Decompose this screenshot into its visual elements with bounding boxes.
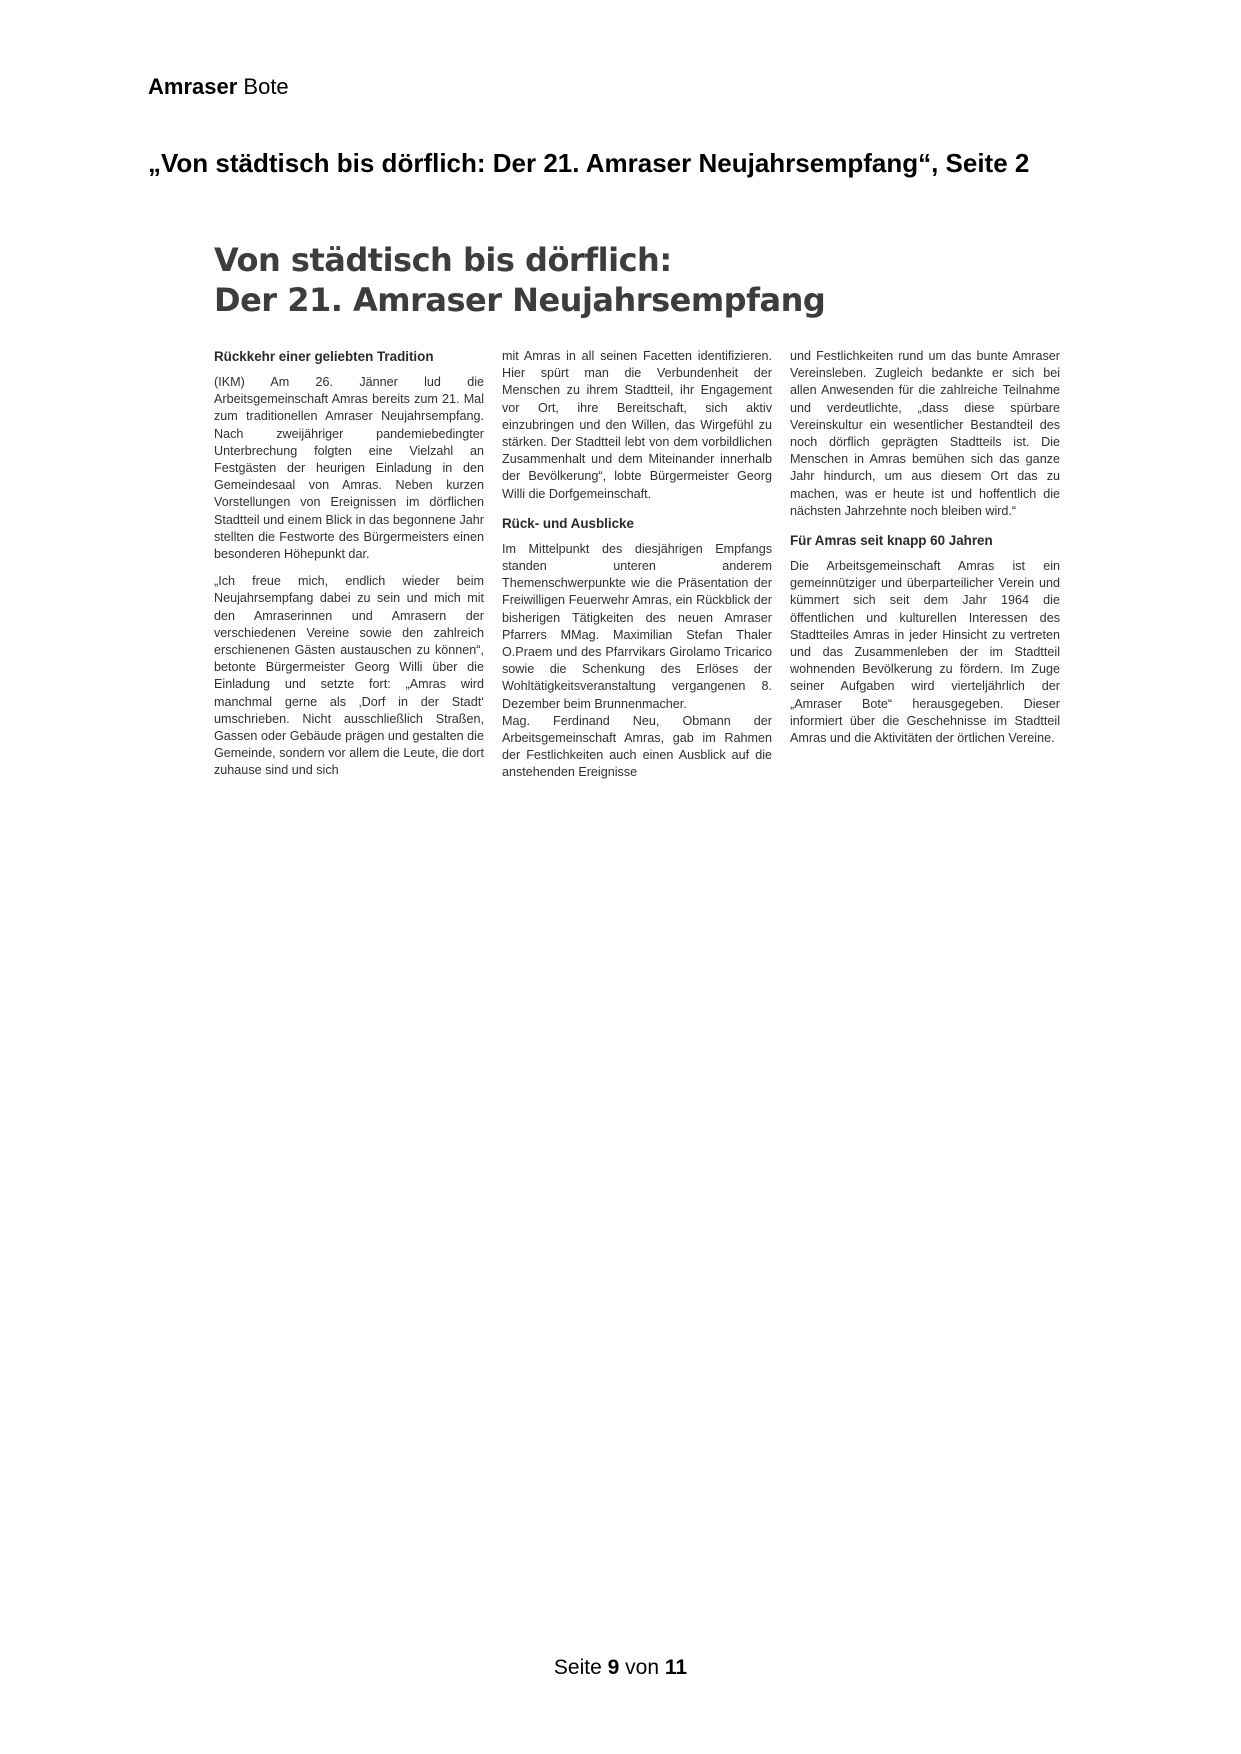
column-2-heading: Rück- und Ausblicke [502,515,634,531]
clipping-column-3 [790,348,1060,792]
clipping-headline-line1: Von städtisch bis dörflich: [214,241,672,279]
column-1-paragraph-1: (IKM) Am 26. Jänner lud die Arbeitsgemeinschaft Amras bereits zum 21. Mal zum traditionellen Amraser Neujahrsempfang. Nach zweijähriger pandemiebedingter Unterbrechung folgten eine Vielzahl an Festgästen der heurigen Einladung in den Gemeindesaal von Amras. Neben kurzen Vorstellungen von Ereignissen im dörflichen Stadtteil und einem Blick in das begonnene Jahr stellten die Festworte des Bürgermeisters einen besonderen Höhepunkt dar. [214,375,484,562]
page-number-middle: von [625,1656,660,1679]
clipping-columns [214,348,1060,792]
publication-name [148,74,289,100]
page-number [0,1656,1241,1680]
clipping-column-2 [502,348,772,792]
clipping-column-1 [214,348,484,792]
column-2-paragraph-3: Mag. Ferdinand Neu, Obmann der Arbeitsgemeinschaft Amras, gab im Rahmen der Festlichkeiten auch einen Ausblick auf die anstehenden Ereignisse [502,713,772,780]
column-1-paragraph-2: „Ich freue mich, endlich wieder beim Neujahrsempfang dabei zu sein und mich mit den Amraserinnen und Amrasern der verschiedenen Vereine sowie den zahlreich erschienenen Gästen austauschen zu können“, betonte Bürgermeister Georg Willi über die Einladung und setzte fort: „Amras wird manchmal gerne als ‚Dorf in der Stadt‘ umschrieben. Nicht ausschließlich Straßen, Gassen oder Gebäude prägen und gestalten die Gemeinde, sondern vor allem die Leute, die dort zuhause sind und sich [214,574,484,778]
publication-name-rest: Bote [243,74,289,99]
column-3-heading: Für Amras seit knapp 60 Jahren [790,533,993,549]
page-number-total: 11 [664,1656,688,1679]
publication-name-bold: Amraser [148,74,238,99]
column-2-paragraph-1: mit Amras in all seinen Facetten identifizieren. Hier spürt man die Verbundenheit der Menschen zu ihrem Stadtteil, ihr Engagement vor Ort, ihre Bereitschaft, sich aktiv einzubringen und den Willen, das Wirgefühl zu stärken. Der Stadtteil lebt von dem vorbildlichen Zusammenhalt und dem Miteinander innerhalb der Bevölkerung“, lobte Bürgermeister Georg Willi die Dorfgemeinschaft. [502,349,772,501]
column-2-paragraph-2: Im Mittelpunkt des diesjährigen Empfangs standen unteren anderem Themenschwerpunkte wie die Präsentation der Freiwilligen Feuerwehr Amras, ein Rückblick der bisherigen Tätigkeiten des neuen Amraser Pfarrers MMag. Maximilian Stefan Thaler O.Praem und des Pfarrvikars Girolamo Tricarico sowie die Schenkung des Erlöses der Wohltätigkeitsveranstaltung vergangenen 8. Dezember beim Brunnenmacher. [502,541,772,711]
column-3-paragraph-2: Die Arbeitsgemeinschaft Amras ist ein gemeinnütziger und überparteilicher Verein und kümmert sich seit dem Jahr 1964 die öffentlichen und kulturellen Interessen des Stadtteiles Amras in jeder Hinsicht zu vertreten und das Zusammenleben der im Stadtteil wohnenden Bevölkerung zu fördern. Im Zuge seiner Aufgaben wird vierteljährlich der „Amraser Bote“ herausgegeben. Dieser informiert über die Geschehnisse im Stadtteil Amras und die Aktivitäten der örtlichen Vereine. [790,559,1060,746]
page-number-current: 9 [607,1656,620,1679]
column-3-paragraph-1: und Festlichkeiten rund um das bunte Amraser Vereinsleben. Zugleich bedankte er sich bei allen Anwesenden für die zahlreiche Teilnahme und verdeutlichte, „dass diese spürbare Vereinskultur ein wesentlicher Bestandteil des noch dörflich geprägten Stadtteils ist. Die Menschen in Amras bemühen sich das ganze Jahr hindurch, um aus diesem Ort das zu machen, was er heute ist und hoffentlich die nächsten Jahrzehnte noch bleiben wird.“ [790,349,1060,518]
clipping-headline [214,240,1060,320]
page-number-prefix: Seite [553,1656,602,1679]
document-title: „Von städtisch bis dörflich: Der 21. Amraser Neujahrsempfang“, Seite 2 [148,148,1030,178]
clipping-headline-line2: Der 21. Amraser Neujahrsempfang [214,281,826,319]
column-1-heading: Rückkehr einer geliebten Tradition [214,349,434,364]
newspaper-clipping [214,240,1060,860]
